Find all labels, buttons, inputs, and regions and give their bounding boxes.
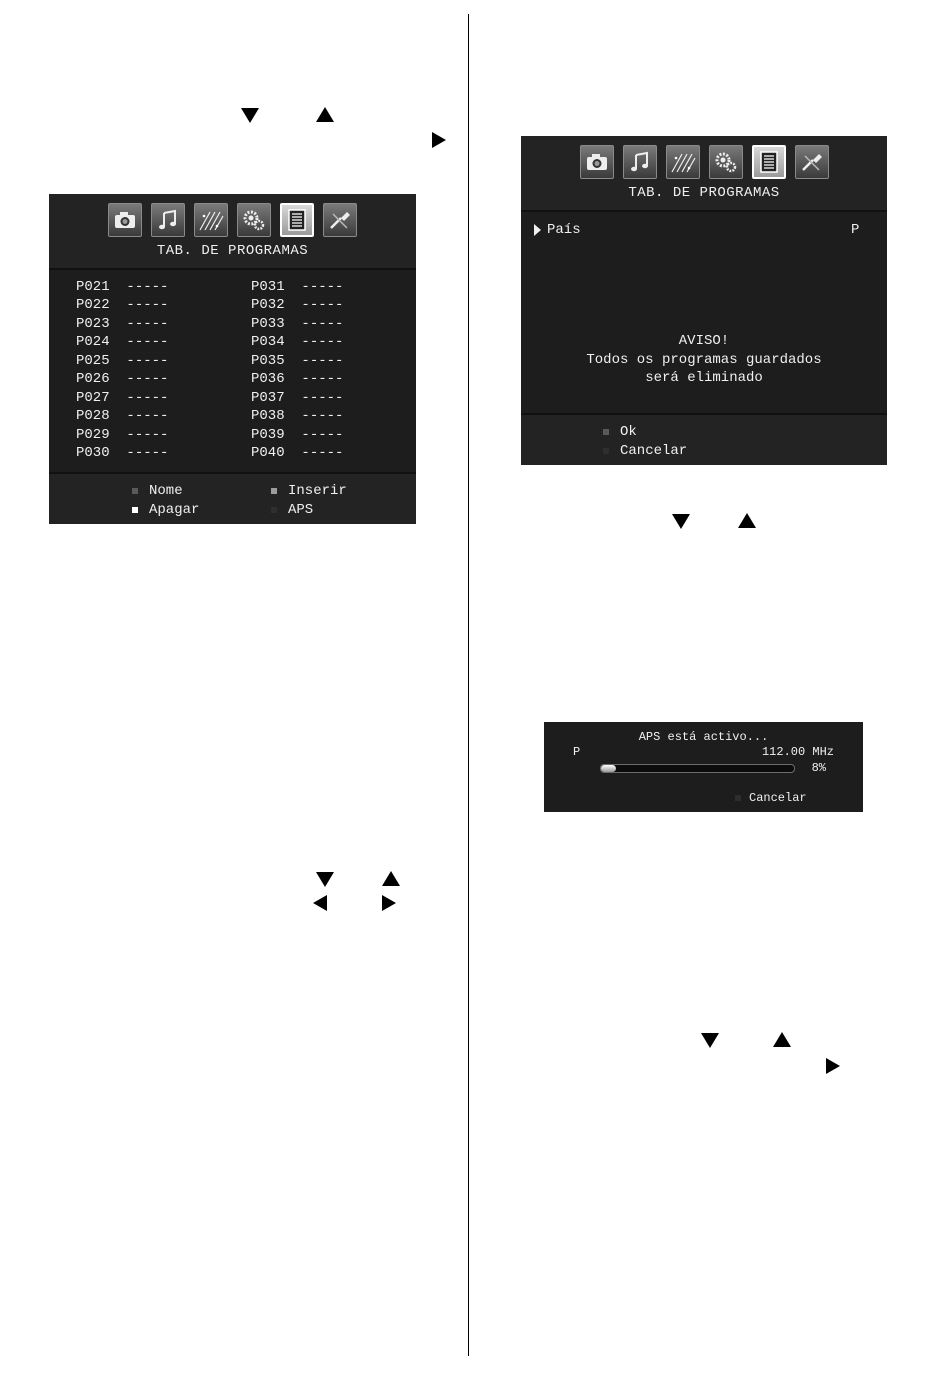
up-arrow-icon [316,107,334,122]
program-row[interactable]: P035 ----- [251,353,344,369]
country-row[interactable] [534,222,581,238]
program-row[interactable]: P038 ----- [251,408,344,424]
selection-pointer-icon [534,224,541,236]
cancel-option[interactable]: Cancelar [603,443,687,459]
menu-title: TAB. DE PROGRAMAS [156,243,309,259]
blue-key-icon [271,507,277,513]
cancel-option[interactable]: Cancelar [735,791,807,805]
legend-inserir[interactable]: Inserir [271,483,347,499]
program-row[interactable]: P028 ----- [76,408,169,424]
program-row[interactable]: P037 ----- [251,390,344,406]
program-row[interactable]: P021 ----- [76,279,169,295]
warning-title: AVISO! [678,333,730,349]
legend-nome[interactable]: Nome [132,483,183,499]
program-row[interactable]: P039 ----- [251,427,344,443]
menu-title: TAB. DE PROGRAMAS [628,185,780,201]
music-icon[interactable] [151,203,185,237]
tools-icon[interactable] [795,145,829,179]
program-row[interactable]: P034 ----- [251,334,344,350]
warning-message [521,332,887,388]
progress-percent: 8% [811,761,826,775]
menu-header [521,136,887,212]
program-row[interactable]: P033 ----- [251,316,344,332]
legend-apagar[interactable]: Apagar [132,502,199,518]
program-row[interactable]: P022 ----- [76,297,169,313]
list-icon[interactable] [280,203,314,237]
progress-fill [601,765,616,772]
program-row[interactable]: P024 ----- [76,334,169,350]
menu-icon-bar [521,145,887,179]
legend-aps[interactable]: APS [271,502,313,518]
tools-icon[interactable] [323,203,357,237]
yellow-key-icon [132,507,138,513]
program-row[interactable]: P027 ----- [76,390,169,406]
down-arrow-icon [672,514,690,529]
program-row[interactable]: P026 ----- [76,371,169,387]
camera-icon[interactable] [108,203,142,237]
column-divider [468,14,469,1356]
menu-icon-bar [49,203,416,237]
program-table-panel [49,194,416,524]
red-key-icon [132,488,138,494]
up-arrow-icon [382,871,400,886]
down-arrow-icon [701,1033,719,1048]
country-value[interactable]: P [851,222,860,238]
red-key-icon [603,429,609,435]
program-row[interactable]: P032 ----- [251,297,344,313]
aps-warning-panel [521,136,887,465]
blue-key-icon [603,448,609,454]
frequency-value: 112.00 MHz [761,745,834,759]
stars-icon[interactable] [194,203,228,237]
program-row[interactable]: P031 ----- [251,279,344,295]
right-arrow-icon [382,895,396,911]
music-icon[interactable] [623,145,657,179]
up-arrow-icon [773,1032,791,1047]
program-row[interactable]: P025 ----- [76,353,169,369]
legend-footer [521,413,887,465]
program-row[interactable]: P040 ----- [251,445,344,461]
country-label: País [547,222,581,238]
blue-key-icon [735,795,741,801]
country-code: P [573,745,581,759]
legend-footer [49,472,416,524]
green-key-icon [271,488,277,494]
aps-progress-panel [544,722,863,812]
warning-line: Todos os programas guardados [586,351,822,368]
up-arrow-icon [738,513,756,528]
aps-status: APS está activo... [638,730,769,744]
program-row[interactable]: P030 ----- [76,445,169,461]
program-row[interactable]: P029 ----- [76,427,169,443]
right-arrow-icon [826,1058,840,1074]
down-arrow-icon [241,108,259,123]
list-icon[interactable] [752,145,786,179]
gears-icon[interactable] [709,145,743,179]
stars-icon[interactable] [666,145,700,179]
menu-header [49,194,416,270]
camera-icon[interactable] [580,145,614,179]
warning-line: será eliminado [645,370,763,386]
left-arrow-icon [313,895,327,911]
gears-icon[interactable] [237,203,271,237]
ok-option[interactable]: Ok [603,424,637,440]
program-row[interactable]: P036 ----- [251,371,344,387]
progress-track [600,764,795,773]
down-arrow-icon [316,872,334,887]
program-row[interactable]: P023 ----- [76,316,169,332]
right-arrow-icon [432,132,446,148]
